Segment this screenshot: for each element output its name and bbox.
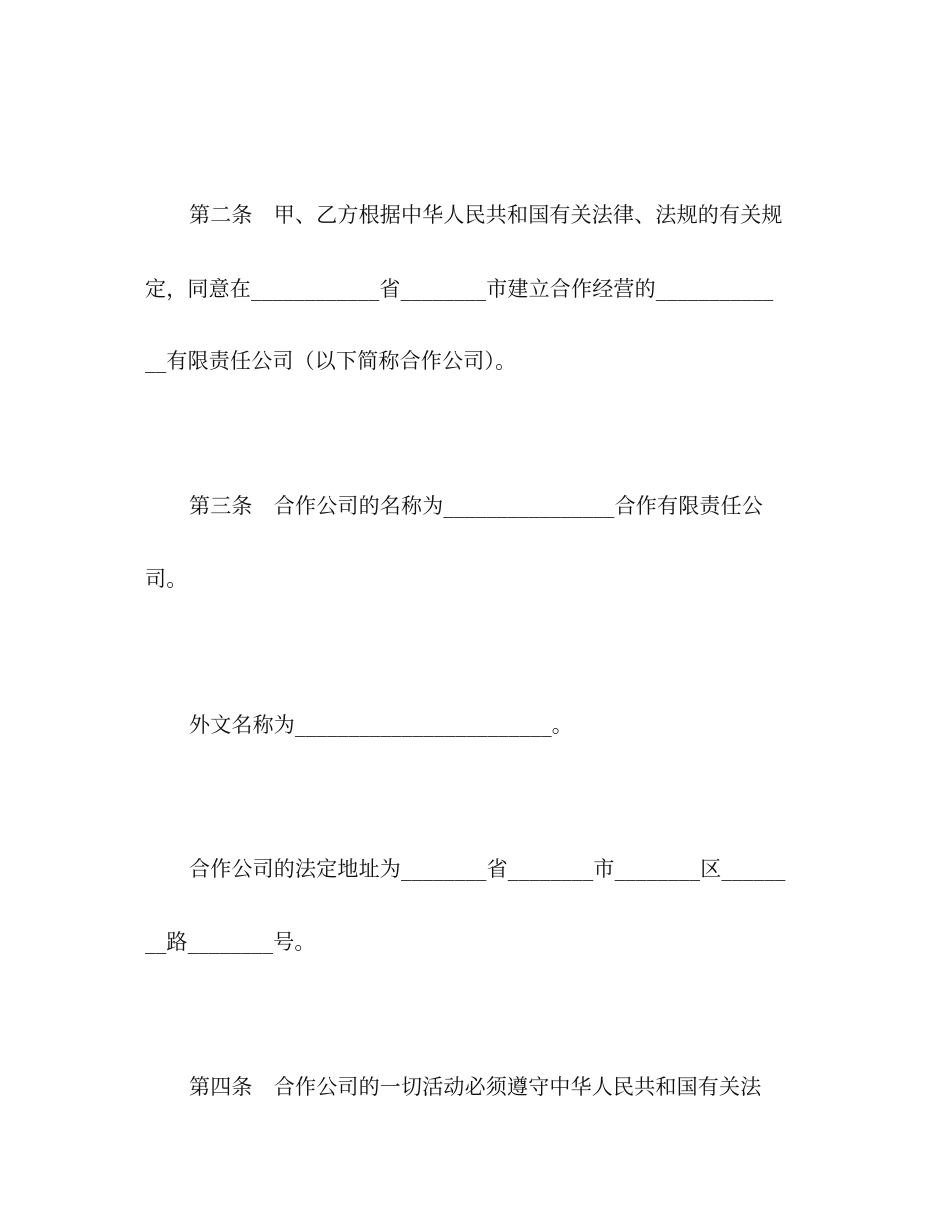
article-2-line-2: 定，同意在____________省________市建立合作经营的___________ <box>145 277 774 301</box>
legal-address-line-1: 合作公司的法定地址为________省________市________区______ <box>189 857 786 881</box>
article-2-line-1: 第二条 甲、乙方根据中华人民共和国有关法律、法规的有关规 <box>189 203 783 227</box>
article-2-line-3: __有限责任公司（以下简称合作公司）。 <box>145 349 517 373</box>
article-4-line-1: 第四条 合作公司的一切活动必须遵守中华人民共和国有关法 <box>189 1075 762 1099</box>
article-3-line-1: 第三条 合作公司的名称为________________合作有限责任公 <box>189 494 763 518</box>
legal-address-line-2: __路________号。 <box>145 930 316 954</box>
article-3-line-2: 司。 <box>145 567 188 591</box>
foreign-name-line: 外文名称为________________________。 <box>189 713 573 737</box>
